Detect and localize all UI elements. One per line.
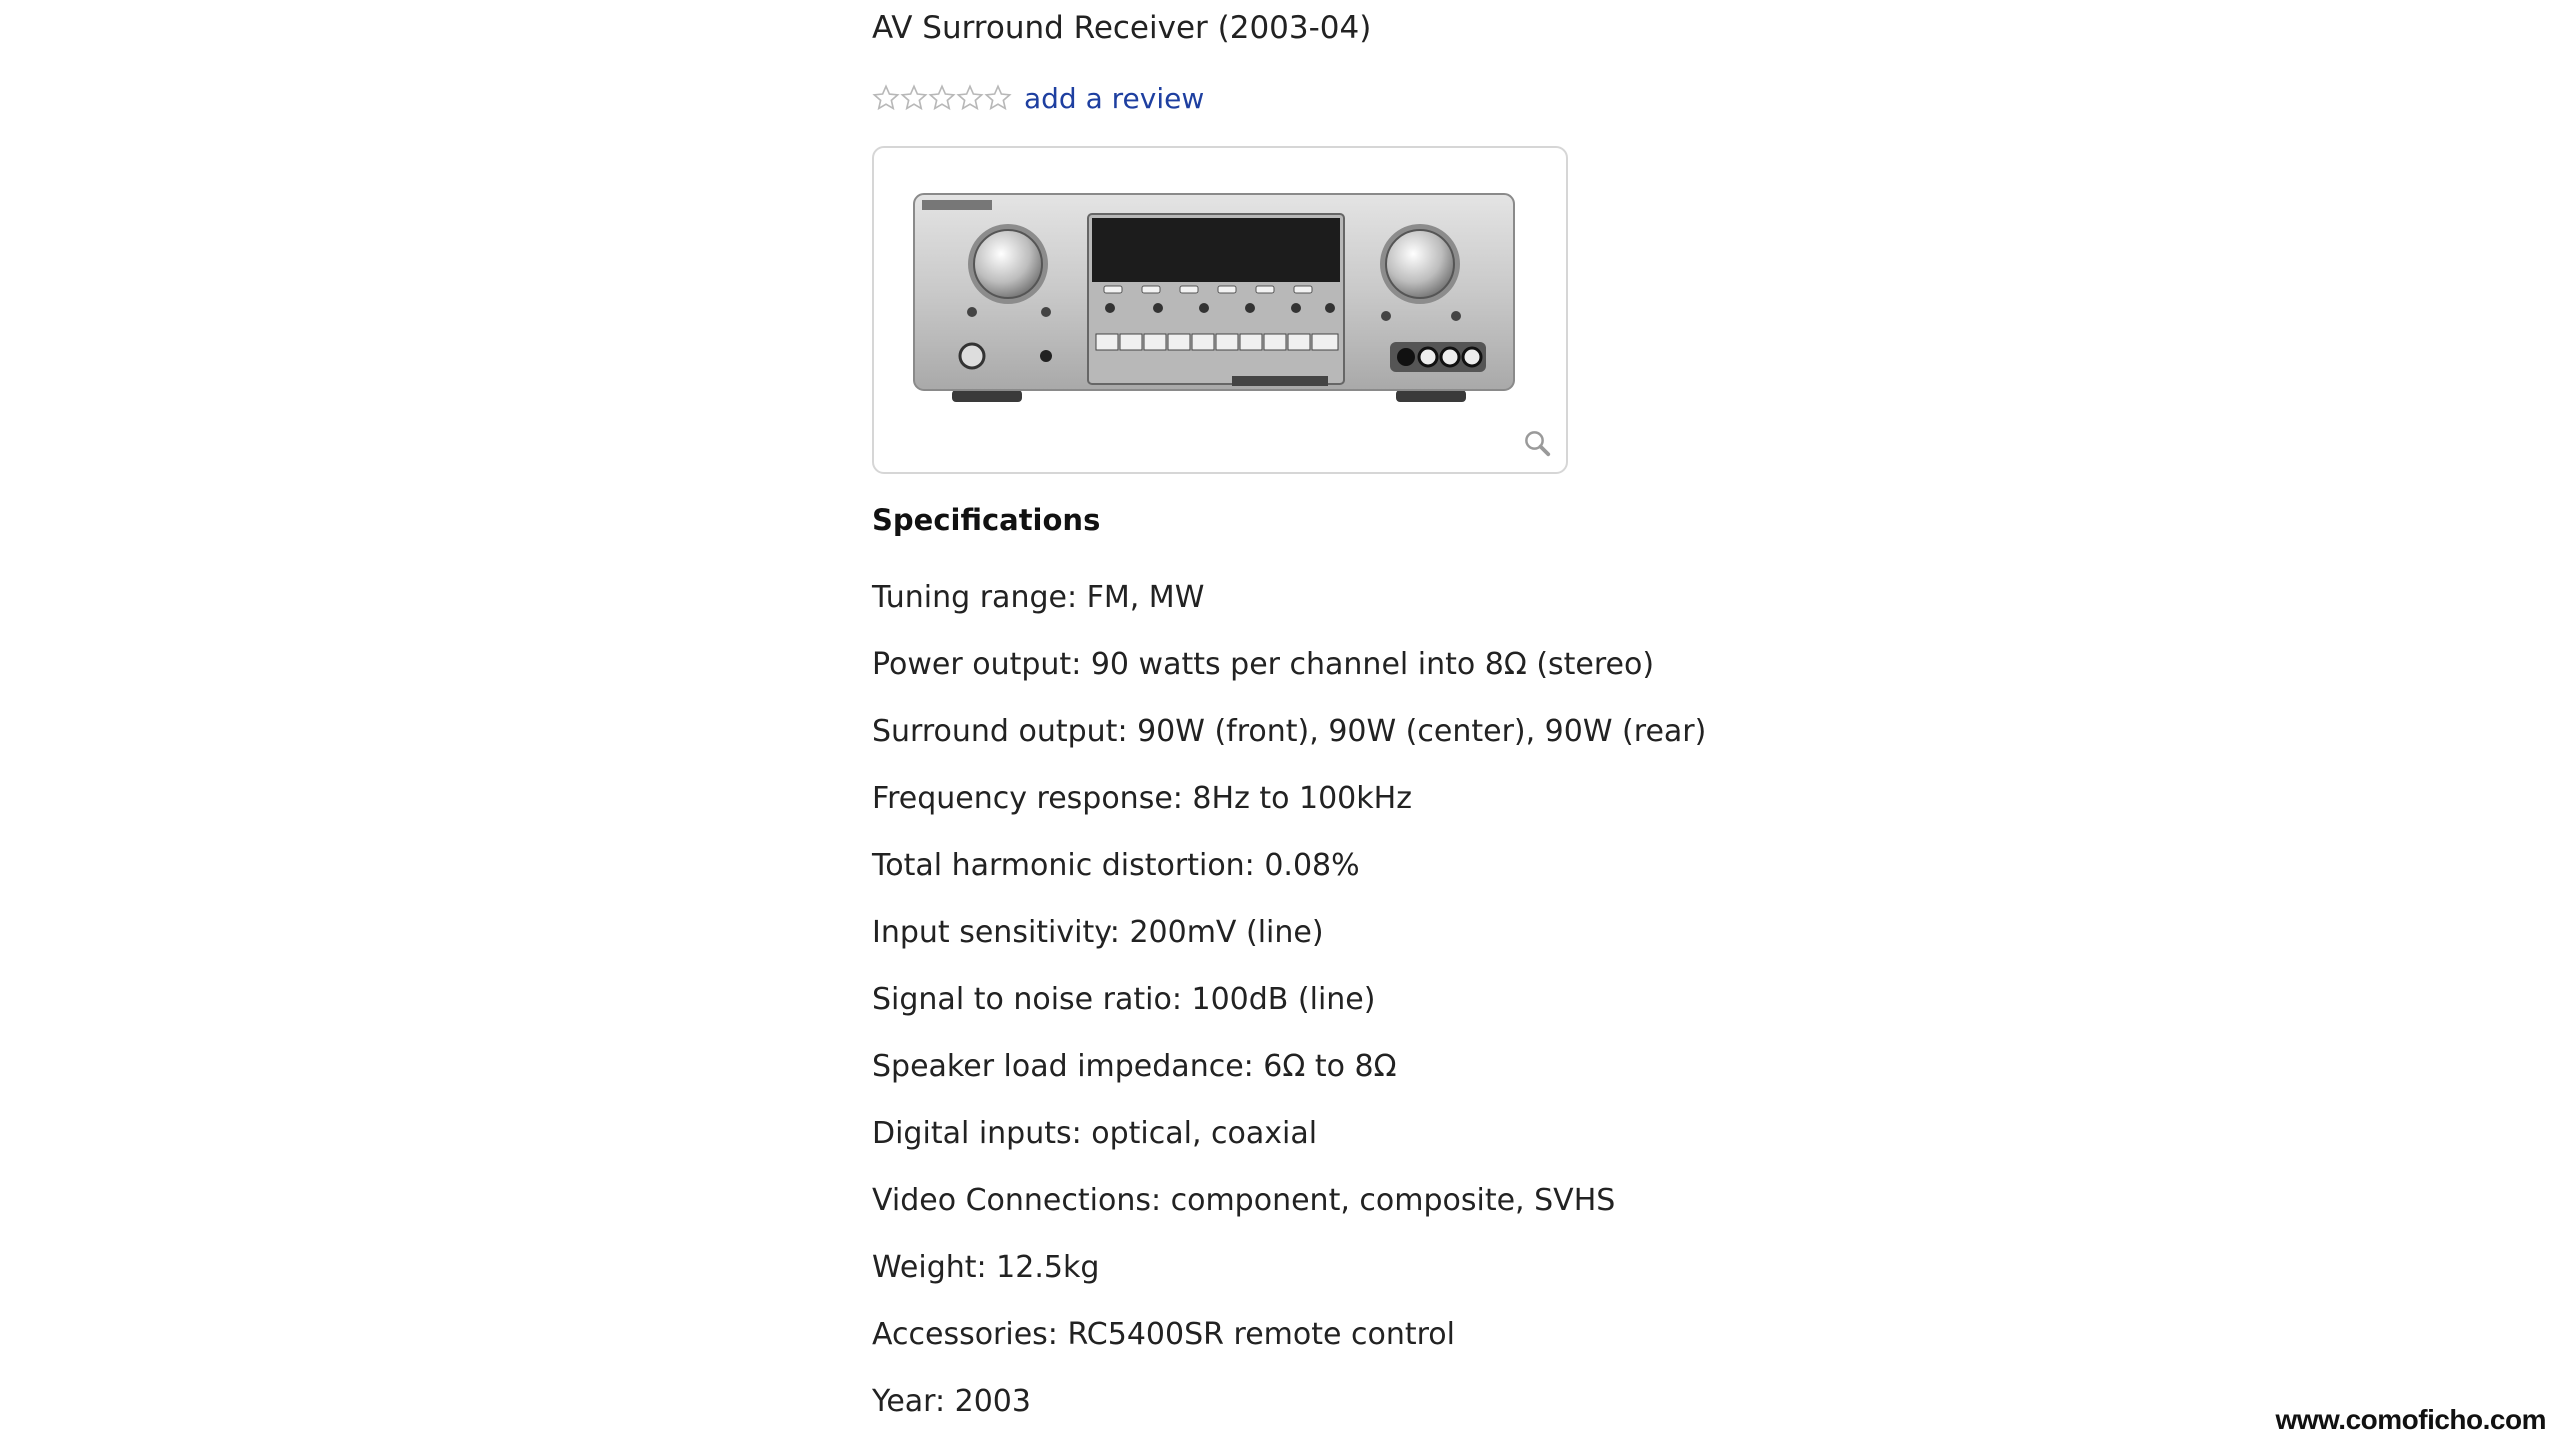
spec-item: Weight: 12.5kg bbox=[872, 1250, 1100, 1285]
star-empty-icon[interactable] bbox=[956, 84, 984, 112]
spec-item: Input sensitivity: 200mV (line) bbox=[872, 915, 1324, 950]
spec-item: Tuning range: FM, MW bbox=[872, 580, 1205, 615]
product-subtitle: AV Surround Receiver (2003-04) bbox=[872, 10, 1372, 46]
spec-item: Accessories: RC5400SR remote control bbox=[872, 1317, 1455, 1352]
spec-item: Video Connections: component, composite, SVHS bbox=[872, 1183, 1616, 1218]
spec-item: Frequency response: 8Hz to 100kHz bbox=[872, 781, 1412, 816]
star-empty-icon[interactable] bbox=[900, 84, 928, 112]
star-rating[interactable] bbox=[872, 84, 1012, 112]
star-empty-icon[interactable] bbox=[872, 84, 900, 112]
star-empty-icon[interactable] bbox=[928, 84, 956, 112]
spec-item: Signal to noise ratio: 100dB (line) bbox=[872, 982, 1376, 1017]
rating-row bbox=[872, 78, 1204, 118]
product-image-frame[interactable] bbox=[872, 146, 1568, 474]
magnifier-icon[interactable] bbox=[1522, 428, 1552, 458]
receiver-image[interactable] bbox=[912, 192, 1518, 424]
spec-item: Digital inputs: optical, coaxial bbox=[872, 1116, 1318, 1151]
spec-item: Surround output: 90W (front), 90W (center), 90W (rear) bbox=[872, 714, 1707, 749]
spec-item: Power output: 90 watts per channel into 8Ω (stereo) bbox=[872, 647, 1655, 682]
add-review-link[interactable]: add a review bbox=[1024, 81, 1205, 115]
spec-item: Year: 2003 bbox=[872, 1384, 1031, 1419]
spec-item: Total harmonic distortion: 0.08% bbox=[872, 848, 1360, 883]
star-empty-icon[interactable] bbox=[984, 84, 1012, 112]
specifications-list bbox=[872, 578, 1706, 1440]
watermark: www.comoficho.com bbox=[2275, 1404, 2546, 1435]
specifications-heading: Specifications bbox=[872, 503, 1101, 537]
spec-item: Speaker load impedance: 6Ω to 8Ω bbox=[872, 1049, 1397, 1084]
